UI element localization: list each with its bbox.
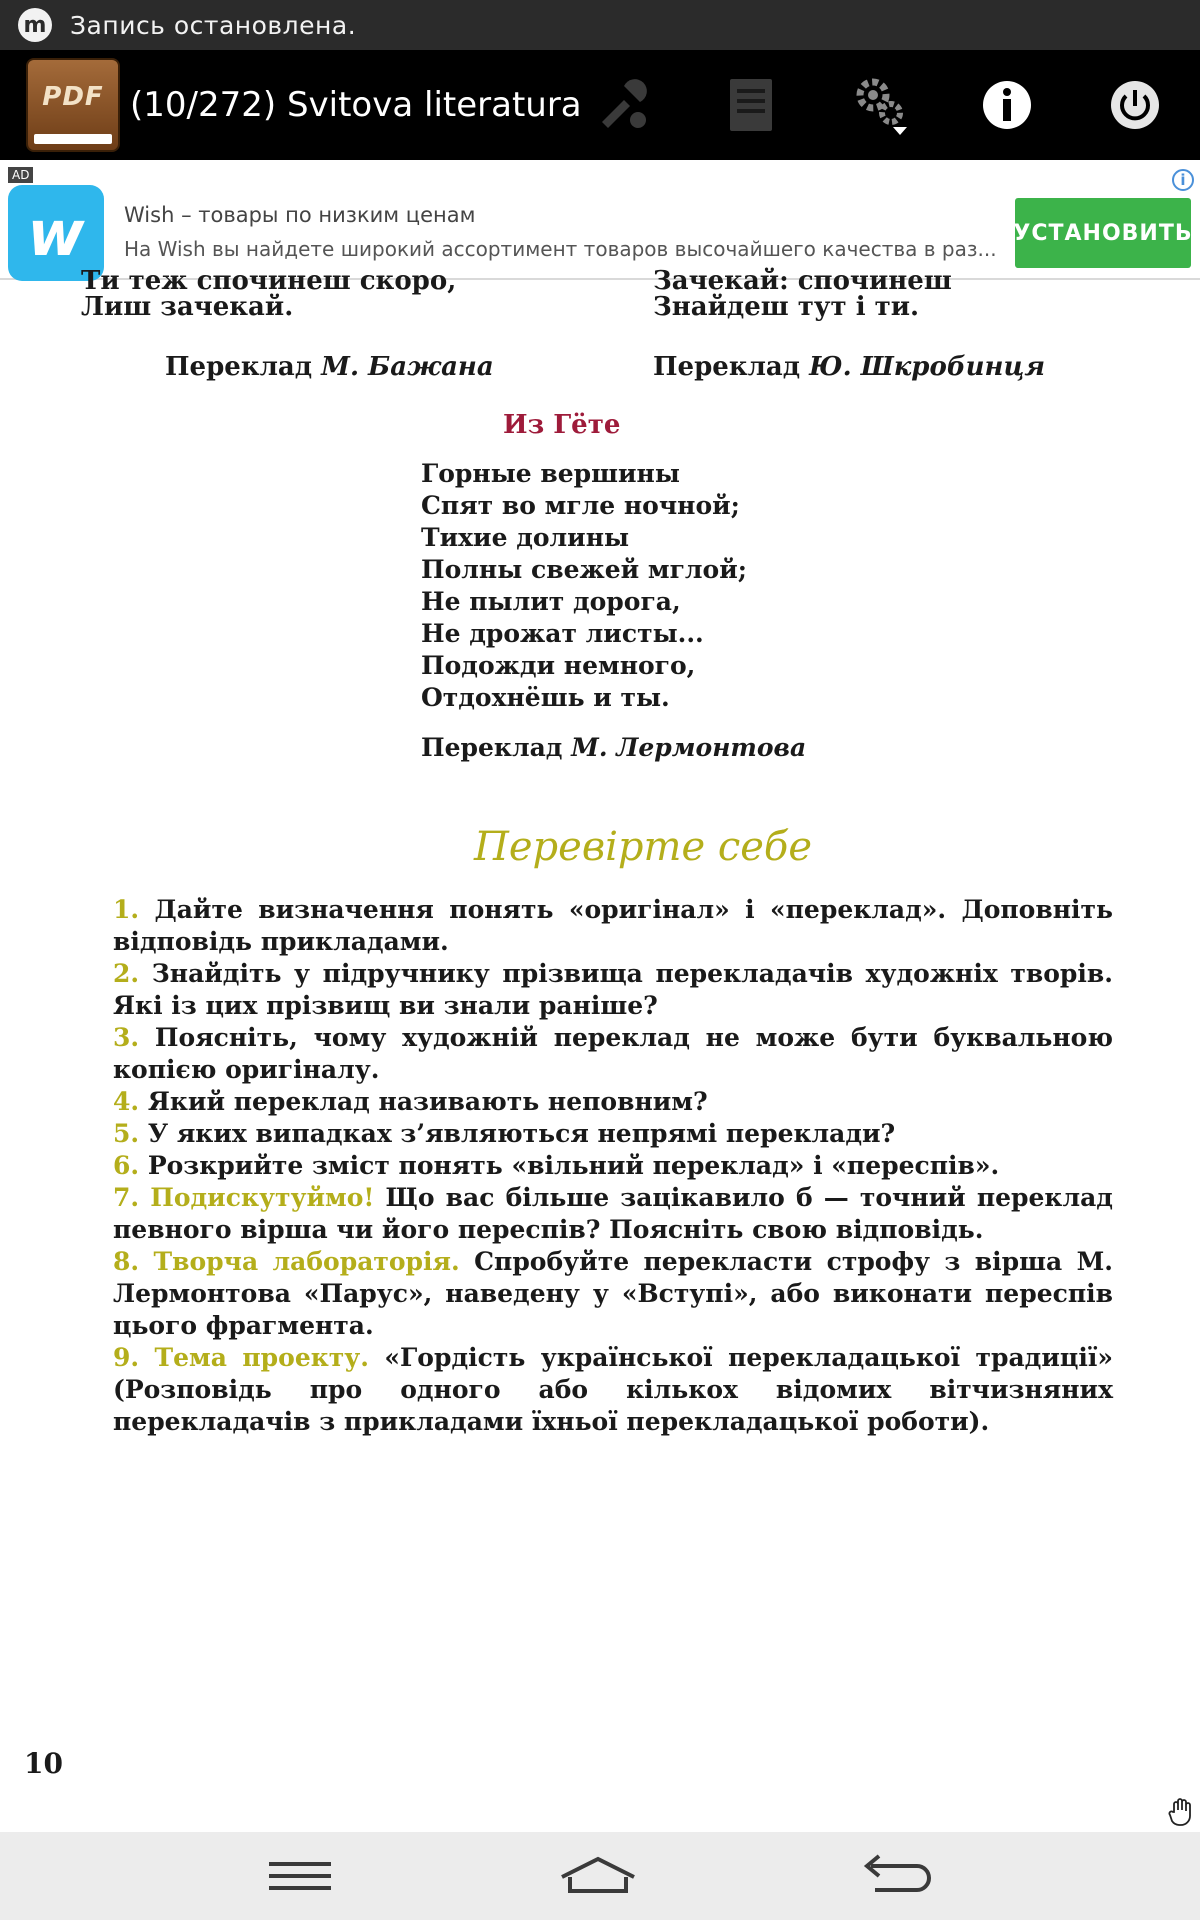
poem-line: Не пылит дорога,	[421, 587, 681, 616]
question-number: 3.	[113, 1023, 140, 1052]
left-cut-line: Ти теж спочинеш скоро,	[81, 266, 457, 296]
info-icon	[980, 78, 1034, 132]
question-item	[113, 1150, 1113, 1182]
ad-banner[interactable]	[0, 160, 1200, 280]
document-button[interactable]	[718, 72, 784, 138]
question-label: Подискутуймо!	[150, 1183, 375, 1212]
ad-tag: AD	[8, 167, 33, 183]
poem-title: Из Гёте	[503, 410, 621, 440]
settings-icon	[849, 73, 913, 137]
app-logo-label: PDF	[42, 82, 104, 112]
question-number: 1.	[113, 895, 140, 924]
section-title: Перевірте себе	[474, 824, 812, 870]
poem-credit	[421, 732, 806, 764]
power-icon	[1108, 78, 1162, 132]
poem-line: Горные вершины	[421, 459, 680, 488]
question-number: 5.	[113, 1119, 140, 1148]
question-item	[113, 1022, 1113, 1086]
ad-info-icon[interactable]: i	[1172, 169, 1194, 191]
question-text: Спробуйте перекласти строфу з вірша М. Лермонтова «Парус», наведену у «Вступі», або виконати переспів цього фрагмента.	[113, 1247, 1113, 1340]
question-number: 4.	[113, 1087, 140, 1116]
poem-credit-prefix: Переклад	[421, 733, 563, 762]
home-button[interactable]	[558, 1850, 638, 1902]
left-poem-line: Лиш зачекай.	[81, 292, 294, 322]
question-label: Тема проекту.	[154, 1343, 369, 1372]
question-item	[113, 958, 1113, 1022]
question-label: Творча лабораторія.	[153, 1247, 460, 1276]
document-title: (10/272) Svitova literatura	[130, 85, 582, 125]
poem-line: Отдохнёшь и ты.	[421, 683, 670, 712]
question-item	[113, 1182, 1113, 1246]
menu-button[interactable]	[260, 1850, 340, 1902]
question-item	[113, 894, 1113, 958]
m-record-icon: m	[18, 8, 52, 42]
hand-tool-icon[interactable]	[1168, 1796, 1198, 1828]
status-bar	[0, 0, 1200, 50]
ad-description[interactable]: На Wish вы найдете широкий ассортимент товаров высочайшего качества в раз...	[124, 237, 997, 261]
home-icon	[558, 1855, 638, 1897]
poem-line: Не дрожат листы...	[421, 619, 704, 648]
poem-line: Полны свежей мглой;	[421, 555, 747, 584]
install-button[interactable]: УСТАНОВИТЬ	[1015, 198, 1191, 268]
question-item	[113, 1342, 1113, 1438]
right-credit-prefix: Переклад	[653, 352, 801, 382]
question-number: 9.	[113, 1343, 140, 1372]
menu-icon	[267, 1859, 333, 1893]
question-text: Поясніть, чому художній переклад не може бути буквальною копією оригіналу.	[113, 1023, 1113, 1084]
questions-list	[113, 894, 1113, 1438]
page-number: 10	[24, 1747, 63, 1780]
back-button[interactable]	[858, 1850, 938, 1902]
question-text: Розкрийте зміст понять «вільний переклад» і «переспів».	[147, 1151, 1000, 1180]
back-icon	[861, 1854, 935, 1898]
question-text: Знайдіть у підручнику прізвища перекладачів художніх творів. Які із цих прізвищ ви знали раніше?	[113, 959, 1113, 1020]
poem-credit-author: М. Лермонтова	[571, 733, 807, 762]
right-credit	[653, 352, 1045, 382]
document-icon	[726, 75, 776, 135]
status-text: Запись остановлена.	[70, 10, 357, 40]
left-credit-prefix: Переклад	[165, 352, 313, 382]
question-number: 7.	[113, 1183, 140, 1212]
info-button[interactable]	[974, 72, 1040, 138]
left-credit	[165, 352, 494, 382]
question-text: «Гордість української перекладацької традиції» (Розповідь про одного або кількох відомих вітчизняних перекладачів з прикладами їхньої перекладацької роботи).	[113, 1343, 1113, 1436]
navigation-bar	[0, 1832, 1200, 1920]
power-button[interactable]	[1102, 72, 1168, 138]
question-text: Що вас більше зацікавило б — точний переклад певного вірша чи його переспів? Поясніть свою відповідь.	[113, 1183, 1113, 1244]
question-number: 8.	[113, 1247, 140, 1276]
pdf-page[interactable]	[0, 266, 1200, 1832]
settings-button[interactable]	[848, 72, 914, 138]
wish-logo[interactable]: w	[8, 185, 104, 281]
question-text: Який переклад називають неповним?	[147, 1087, 708, 1116]
tools-icon	[594, 76, 652, 134]
question-number: 2.	[113, 959, 140, 988]
question-number: 6.	[113, 1151, 140, 1180]
question-item	[113, 1118, 1113, 1150]
app-logo[interactable]	[26, 58, 120, 152]
right-cut-line: Зачекай: спочинеш	[653, 266, 952, 296]
poem-line: Спят во мгле ночной;	[421, 491, 740, 520]
left-credit-author: М. Бажана	[321, 352, 494, 382]
right-poem-line: Знайдеш тут і ти.	[653, 292, 920, 322]
tools-button[interactable]	[590, 72, 656, 138]
question-item	[113, 1246, 1113, 1342]
poem-body	[421, 458, 806, 764]
poem-line: Подожди немного,	[421, 651, 696, 680]
ad-title[interactable]: Wish – товары по низким ценам	[124, 203, 476, 227]
question-item	[113, 1086, 1113, 1118]
question-text: Дайте визначення понять «оригінал» і «переклад». Доповніть відповідь прикладами.	[113, 895, 1113, 956]
poem-line: Тихие долины	[421, 523, 630, 552]
right-credit-author: Ю. Шкробинця	[809, 352, 1046, 382]
question-text: У яких випадках з’являються непрямі переклади?	[147, 1119, 896, 1148]
